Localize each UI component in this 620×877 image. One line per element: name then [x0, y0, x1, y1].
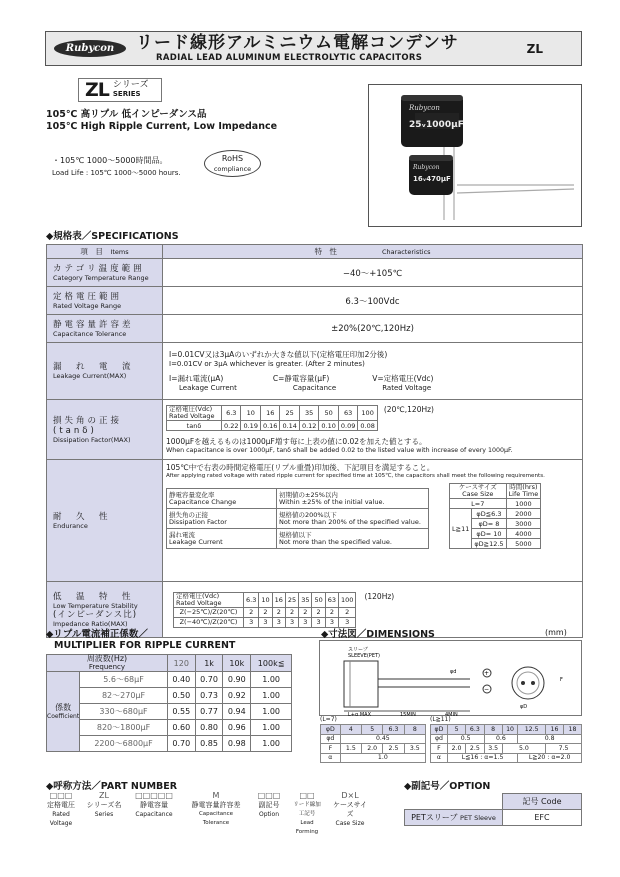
- photo-brand-2: Rubycon: [413, 164, 440, 171]
- tan-table: 定格電圧(Vdc) Rated Voltage 6.3 10 16 25 35 50 63 100 tanδ 0.22 0.19 0.16 0.14 0.12 0.10 0.09 0.08: [166, 405, 378, 431]
- dims-unit: (mm): [545, 628, 567, 637]
- row-tol-label: 静電容量許容差 Capacitance Tolerance: [47, 315, 163, 343]
- svg-text:φd: φd: [450, 669, 457, 675]
- life-jp: ・105℃ 1000～5000時間品。: [52, 156, 168, 165]
- product-photo: [368, 84, 582, 227]
- photo-brand-1: Rubycon: [409, 104, 440, 112]
- pn-code-size: D×L: [341, 791, 359, 800]
- series-code-header: ZL: [526, 42, 543, 56]
- row-volt-label: 定格電圧範囲 Rated Voltage Range: [47, 287, 163, 315]
- opt-title: ◆副記号／OPTION: [404, 781, 491, 792]
- dims-title: ◆寸法図／DIMENSIONS: [321, 629, 435, 640]
- row-lowtemp-label: 低 温 特 性 Low Temperature Stability (インピーダンス比) Impedance Ratio(MAX): [47, 582, 163, 638]
- rohs-text: RoHS: [221, 154, 244, 163]
- capacitor-illustration: [369, 85, 582, 227]
- rohs-compliance-text: compliance: [213, 165, 252, 173]
- svg-text:SLEEVE(PET): SLEEVE(PET): [348, 653, 380, 659]
- life-en: Load Life : 105℃ 1000～5000 hours.: [52, 169, 181, 177]
- svg-text:φD: φD: [520, 704, 528, 710]
- lowtemp-table: 定格電圧(Vdc) Rated Voltage 6.3 10 16 25 35 50 63 100 Z(−25℃)/Z(20℃) 2 2 2 2 2 2 2 2 Z(−40℃)/Z(20℃) 3 3 3 3 3 3 3 3: [173, 592, 356, 628]
- row-volt-value: 6.3～100Vdc: [163, 287, 583, 315]
- part-number-legend: □□□ ZL □□□□□ M □□□ □□ D×L 定格電圧 Rated Voltage シリーズ名 Series 静電容量 Capacitance 静電容量許容差 Capacitance Tolerance 副記号 Option リード線加工記号 Lead Forming ケースサイズ Case Size: [47, 791, 368, 835]
- pn-box-lead: □□: [299, 791, 315, 800]
- col-items: 項 目 Items: [47, 245, 163, 259]
- svg-text:15MIN: 15MIN: [400, 712, 416, 717]
- ripple-table: 周波数(Hz) Frequency 120 1k 10k 100k≦ 係数 Coefficient 5.6～68μF 0.40 0.70 0.90 1.00 82～270μF 0.50 0.73 0.92 1.00 330～680μF 0.55 0.77 0.94 1.00 820～1800μF 0.60 0.80 0.96 1.00 2200～6800μF 0.70 0.85 0.98 1.00: [46, 654, 292, 752]
- col-characteristics: 特 性 Characteristics: [163, 245, 583, 259]
- dims-l7-label: (L=7): [320, 716, 337, 723]
- rubycon-logo: Rubycon: [54, 40, 126, 57]
- spec-title: ◆規格表／SPECIFICATIONS: [46, 231, 179, 242]
- title-japanese: リード線形アルミニウム電解コンデンサ: [136, 33, 459, 53]
- photo-cap2: 16ᵥ470μF: [413, 175, 451, 183]
- pn-title: ◆呼称方法／PART NUMBER: [46, 781, 178, 792]
- feature-en: 105℃ High Ripple Current, Low Impedance: [46, 121, 278, 132]
- row-tol-value: ±20%(20℃,120Hz): [163, 315, 583, 343]
- endurance-life-table: ケースサイズ Case Size 時間(hrs) Life Time L=7 1000 L≧11 φD≦6.3 2000 φD= 8 3000 φD= 10 4000 φD≧12.5 5000: [449, 483, 541, 549]
- pn-box-option: □□□: [257, 791, 281, 800]
- row-lowtemp-value: 定格電圧(Vdc) Rated Voltage 6.3 10 16 25 35 50 63 100 Z(−25℃)/Z(20℃) 2 2 2 2 2 2 2 2 Z(−40℃)/Z(20℃) 3 3 3 3 3 3 3 3 (120Hz): [163, 582, 583, 638]
- svg-text:4MIN: 4MIN: [445, 712, 458, 717]
- svg-text:F: F: [560, 677, 563, 683]
- series-label-en: SERIES: [112, 90, 141, 98]
- dimension-drawing: [319, 640, 582, 716]
- feature-jp: 105℃ 高リプル 低インピーダンス品: [46, 109, 207, 120]
- row-endur-value: 105℃中で右表の時間定格電圧(リプル重畳)印加後、下記項目を満足すること。 After applying rated voltage with rated ripple current for specified time at 105℃, the capacitors shall meet the following requirements. 静電容量変化率 Capacitance Change 初期値の±25%以内 Within ±25% of the initial value. 損失角の正接 Dissipation Factor 規格値の200%以下 Not more than 200% of the specified value. 漏れ電流 Leakage Current 規格値以下 Not more than the specified value. ケースサイズ Case Size 時間(hrs) Life Time L=7 1000 L≧11 φD≦6.3 2000 φD= 8 3000 φD= 10 4000 φD≧12.5 5000: [163, 460, 583, 582]
- row-leak-label: 漏 れ 電 流 Leakage Current(MAX): [47, 343, 163, 400]
- row-temp-value: −40～+105℃: [163, 259, 583, 287]
- svg-text:L+α MAX: L+α MAX: [348, 712, 372, 717]
- series-badge: [78, 78, 162, 102]
- dims-table-l7: φD 4 5 6.3 8 φd 0.45 F 1.5 2.0 2.5 3.5 α 1.0: [320, 724, 426, 763]
- rohs-badge: [204, 150, 261, 177]
- ripple-title: ◆リプル電流補正係数／ MULTIPLIER FOR RIPPLE CURRENT: [46, 629, 236, 651]
- series-label-jp: シリーズ: [112, 80, 149, 90]
- spec-table: [46, 244, 583, 638]
- pn-code-series: ZL: [99, 791, 109, 800]
- title-english: RADIAL LEAD ALUMINUM ELECTROLYTIC CAPACITORS: [156, 53, 423, 63]
- option-table: 記号 Code PETスリーブ PET Sleeve EFC: [404, 793, 582, 826]
- series-code: ZL: [85, 79, 109, 101]
- load-life: [52, 155, 181, 179]
- pn-code-tolerance: M: [212, 791, 220, 800]
- photo-cap1: 25ᵥ1000μF: [409, 120, 464, 130]
- row-leak-value: I=0.01CV又は3μAのいずれか大きな値以下(定格電圧印加2分後) I=0.01CV or 3μA whichever is greater. (After 2 minutes) I=漏れ電流(μA) Leakage Current C=静電容量(μF) Capacitance V=定格電圧(Vdc) Rated Voltage: [163, 343, 583, 400]
- endurance-req-table: 静電容量変化率 Capacitance Change 初期値の±25%以内 Within ±25% of the initial value. 損失角の正接 Dissipation Factor 規格値の200%以下 Not more than 200% of the specified value. 漏れ電流 Leakage Current 規格値以下 Not more than the specified value.: [166, 488, 429, 549]
- capacitor-drawing: [320, 641, 583, 717]
- row-endur-label: 耐 久 性 Endurance: [47, 460, 163, 582]
- dims-l11-label: (L≧11): [430, 716, 451, 723]
- svg-text:+: +: [484, 670, 490, 677]
- dims-table-l11: φD 5 6.3 8 10 12.5 16 18 φd 0.5 0.6 0.8 F 2.0 2.5 3.5 5.0 7.5 α L≦16 : α=1.5 L≧20 : α=2.0: [430, 724, 582, 763]
- title-banner: [45, 31, 582, 66]
- sleeve-label: スリーブ: [348, 647, 368, 653]
- pn-box-capacitance: □□□□□: [135, 791, 173, 800]
- row-tan-value: 定格電圧(Vdc) Rated Voltage 6.3 10 16 25 35 50 63 100 tanδ 0.22 0.19 0.16 0.14 0.12 0.10 0.09 0.08 (20℃,120Hz) 1000μFを越えるものは1000μF増す毎に上表の値に0.02を加えた値とする。 When capacitance is over 1000μF, tanδ shall be added 0.02 to the listed value with increase of every 1000μF.: [163, 400, 583, 460]
- features: [46, 109, 277, 133]
- row-temp-label: カテゴリ温度範囲 Category Temperature Range: [47, 259, 163, 287]
- pn-box-voltage: □□□: [49, 791, 73, 800]
- svg-text:−: −: [484, 686, 490, 693]
- row-tan-label: 損失角の正接(tanδ) Dissipation Factor(MAX): [47, 400, 163, 460]
